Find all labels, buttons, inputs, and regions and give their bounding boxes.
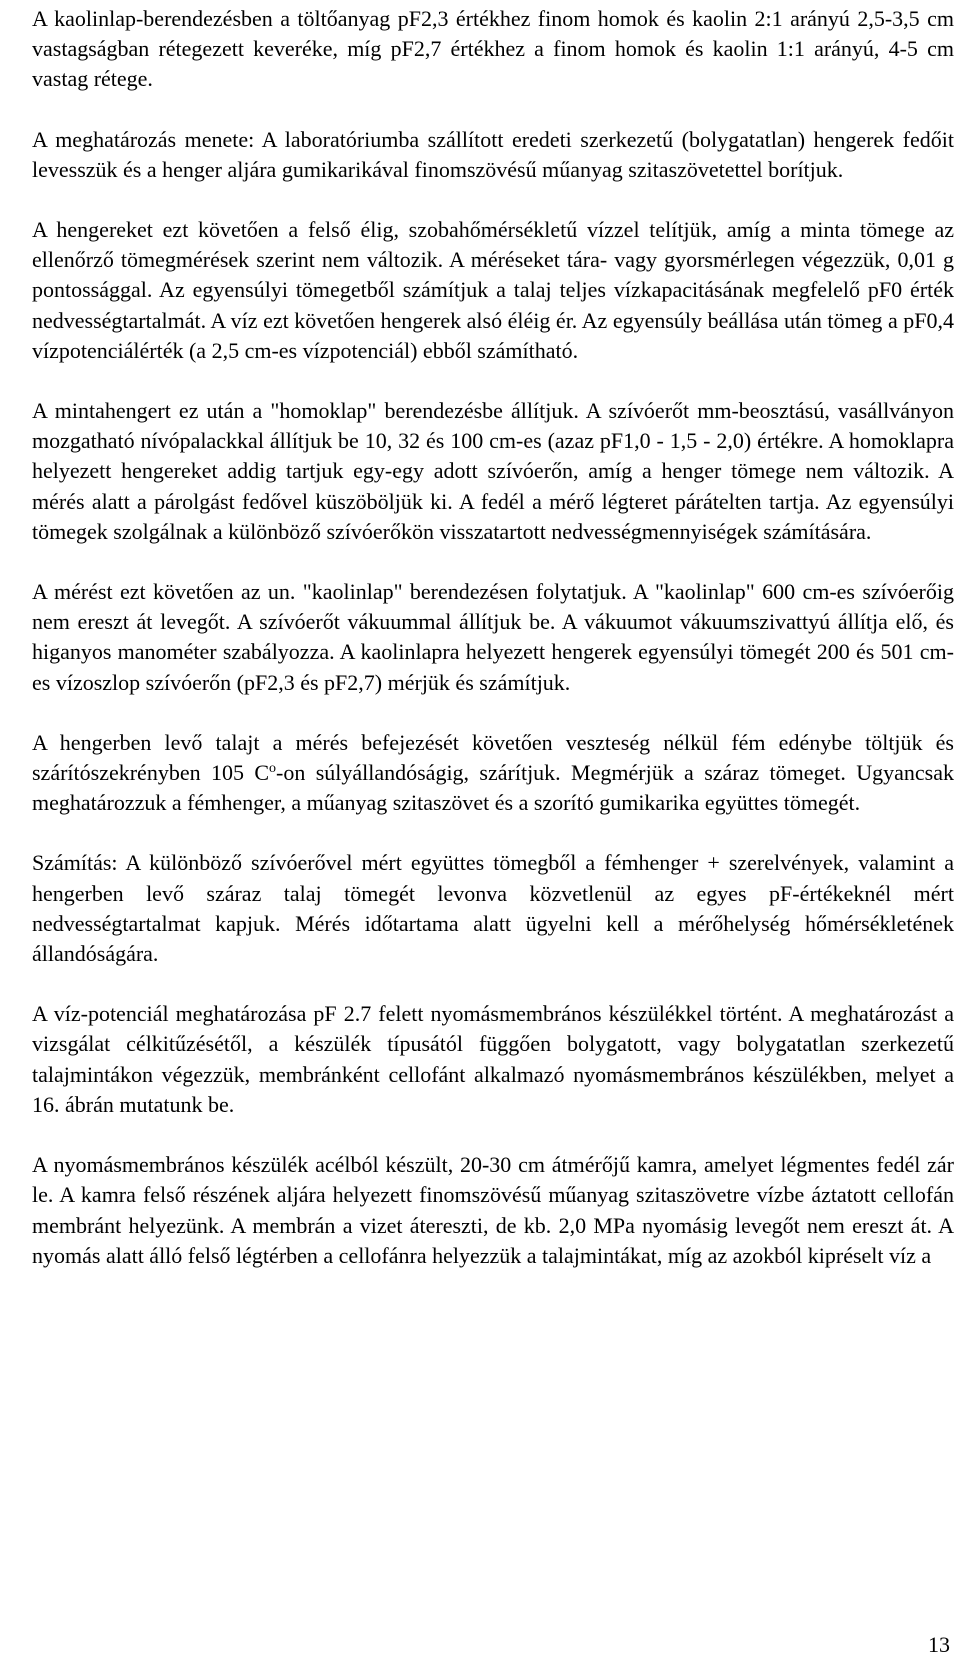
degree-superscript: o [269,761,276,777]
page-number: 13 [928,1632,950,1657]
paragraph-procedure-intro: A meghatározás menete: A laboratóriumba szállított eredeti szerkezetű (bolygatatlan) hengerek fedőit levesszük és a henger aljára gumikarikával finomszövésű műanyag szitaszövetettel borítjuk. [32,126,954,182]
document-page [32,0,954,1271]
drying-text-after: -on súlyállandóságig, szárítjuk. Megmérjük a száraz tömeget. Ugyancsak meghatározzuk a fémhenger, a műanyag szitaszövet és a szorító gumikarika együttes tömegét. [32,760,954,816]
drying-text-before: A hengerben levő talajt a mérés befejezését követően veszteség nélkül fém edénybe töltjük és szárítószekrényben 105 C [32,729,954,786]
paragraph-pressure-membrane-device: A nyomásmembrános készülék acélból készült, 20-30 cm átmérőjű kamra, amelyet légmentes fedél zár le. A kamra felső részének aljára helyezett finomszövésű műanyag szitaszövetre vízbe áztatott cellofán membránt helyezünk. A membrán a vizet átereszti, de kb. 2,0 MPa nyomásig levegőt nem ereszt át. A nyomás alatt álló felső légtérben a cellofánra helyezzük a talajmintákat, míg az azokból kipréselt víz a [32,1152,954,1268]
paragraph-calculation: Számítás: A különböző szívóerővel mért együttes tömegből a fémhenger + szerelvények, valamint a hengerben levő száraz talaj tömegét levonva közvetlenül az egyes pF-értékeknél mért nedvességtartalmat kapjuk. Mérés időtartama alatt ügyelni kell a mérőhelység hőmérsékletének állandóságára. [32,850,954,967]
paragraph-pressure-membrane-intro: A víz-potenciál meghatározása pF 2.7 felett nyomásmembrános készülékkel történt. A meghatározást a vizsgálat célkitűzésétől, a készülék típusától függően bolygatott, vagy bolygatatlan szerkezetű talajmintákon végezzük, membránként cellofánt alkalmazó nyomásmembrános készülékben, melyet a 16. ábrán mutatunk be. [32,1001,954,1117]
paragraph-kaolin-table: A mérést ezt követően az un. "kaolinlap" berendezésen folytatjuk. A "kaolinlap" 600 cm-es szívóerőig nem ereszt át levegőt. A szívóerőt vákuummal állítjuk be. A vákuumot vákuumszivattyú állítja elő, és higanyos manométer szabályozza. A kaolinlapra helyezett hengerek egyensúlyi tömegét 200 és 501 cm-es vízoszlop szívóerőn (pF2,3 és pF2,7) mérjük és számítjuk. [32,579,954,695]
paragraph-drying [32,728,954,819]
paragraph-kaolinlap-filling: A kaolinlap-berendezésben a töltőanyag pF2,3 értékhez finom homok és kaolin 2:1 arányú 2,5-3,5 cm vastagságban rétegezett keveréke, míg pF2,7 értékhez a finom homok és kaolin 1:1 arányú, 4-5 cm vastag rétege. [32,6,954,92]
paragraph-saturation: A hengereket ezt követően a felső élig, szobahőmérsékletű vízzel telítjük, amíg a minta tömege az ellenőrző tömegmérések szerint nem változik. A méréseket tára- vagy gyorsmérlegen végezzük, 0,01 g pontossággal. Az egyensúlyi tömegetből számítjuk a talaj teljes vízkapacitásának megfelelő pF0 érték nedvességtartalmát. A víz ezt követően hengerek alsó éléig ér. Az egyensúly beállása után tömeg a pF0,4 vízpotenciálérték (a 2,5 cm-es vízpotenciál) ebből számítható. [32,217,954,363]
paragraph-sand-table: A mintahengert ez után a "homoklap" berendezésbe állítjuk. A szívóerőt mm-beosztású, vasállványon mozgatható nívópalackkal állítjuk be 10, 32 és 100 cm-es (azaz pF1,0 - 1,5 - 2,0) értékre. A homoklapra helyezett hengereket addig tartjuk egy-egy adott szívóerőn, amíg a henger tömege nem változik. A mérés alatt a párolgást fedővel küszöböljük ki. A fedél a mérő légteret párátelten tartja. Az egyensúlyi tömegek szolgálnak a különböző szívóerőkön visszatartott nedvességmennyiségek számítására. [32,398,954,544]
